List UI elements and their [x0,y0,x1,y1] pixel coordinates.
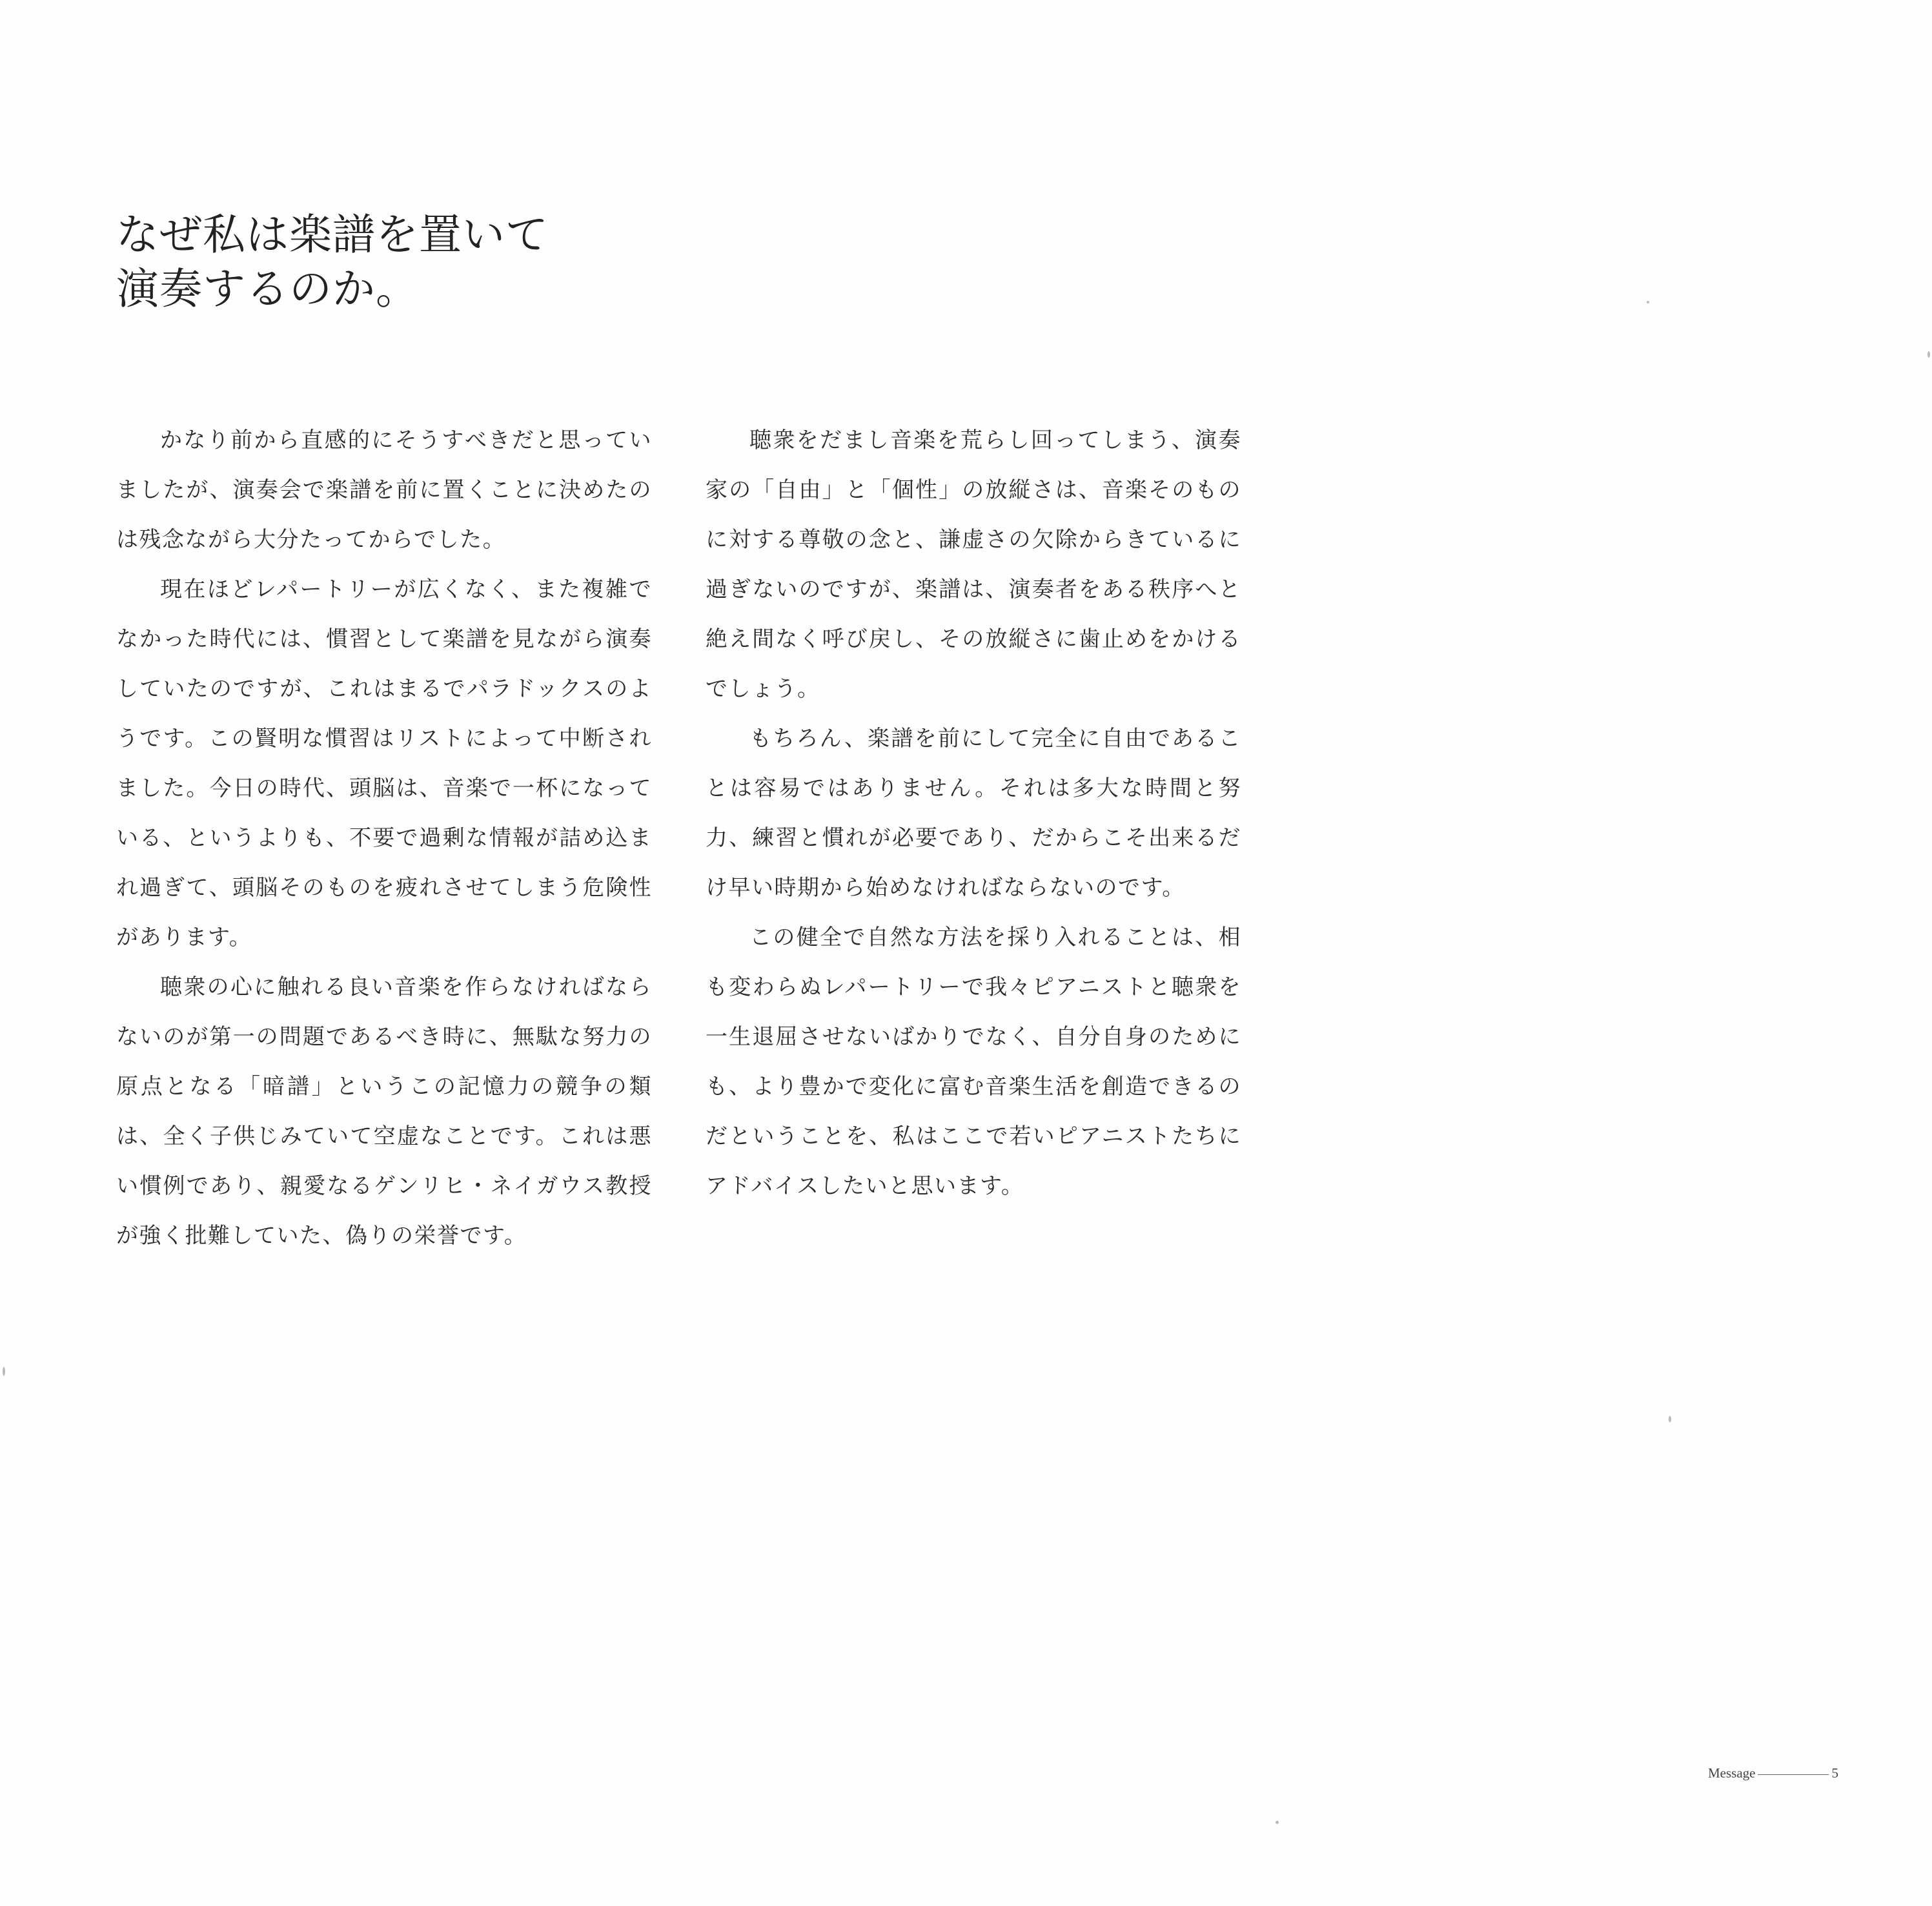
paragraph: 現在ほどレパートリーが広くなく、また複雑でなかった時代には、慣習として楽譜を見ながら演奏していたのですが、これはまるでパラドックスのようです。この賢明な慣習はリストによって中断されました。今日の時代、頭脳は、音楽で一杯になっている、というよりも、不要で過剰な情報が詰め込まれ過ぎて、頭脳そのものを疲れさせてしまう危険性があります。 [116,577,652,950]
paragraph: 聴衆をだまし音楽を荒らし回ってしまう、演奏家の「自由」と「個性」の放縦さは、音楽そのものに対する尊敬の念と、謙虚さの欠除からきているに過ぎないのですが、楽譜は、演奏者をある秩序へと絶え間なく呼び戻し、その放縦さに歯止めをかけるでしょう。 [706,427,1241,702]
footer-rule [1758,1774,1829,1775]
scan-speck [1669,1416,1671,1422]
paragraph: もちろん、楽譜を前にして完全に自由であることは容易ではありません。それは多大な時間と努力、練習と慣れが必要であり、だからこそ出来るだけ早い時期から始めなければならないのです。 [706,726,1241,901]
paragraph: かなり前から直感的にそうすべきだと思っていましたが、演奏会で楽譜を前に置くことに決めたのは残念ながら大分たってからでした。 [116,427,652,553]
page-number: 5 [1831,1765,1838,1781]
scan-speck [1276,1821,1279,1824]
scan-speck [1927,351,1930,358]
page-footer [1708,1765,1838,1781]
paragraph: この健全で自然な方法を採り入れることは、相も変わらぬレパートリーで我々ピアニストと聴衆を一生退屈させないばかりでなく、自分自身のためにも、より豊かで変化に富む音楽生活を創造できるのだということを、私はここで若いピアニストたちにアドバイスしたいと思います。 [706,925,1241,1199]
left-text-column [116,416,652,1261]
paragraph: 聴衆の心に触れる良い音楽を作らなければならないのが第一の問題であるべき時に、無駄な努力の原点となる「暗譜」というこの記憶力の競争の類は、全く子供じみていて空虚なことです。これは悪い慣例であり、親愛なるゲンリヒ・ネイガウス教授が強く批難していた、偽りの栄誉です。 [116,974,652,1249]
title-line-2: 演奏するのか。 [116,264,419,314]
title-line-1: なぜ私は楽譜を置いて [116,210,549,260]
scan-speck [1647,301,1649,303]
page-title [116,208,549,316]
right-text-column [706,416,1241,1211]
scan-speck [3,1367,5,1376]
footer-section-label: Message [1708,1765,1756,1781]
